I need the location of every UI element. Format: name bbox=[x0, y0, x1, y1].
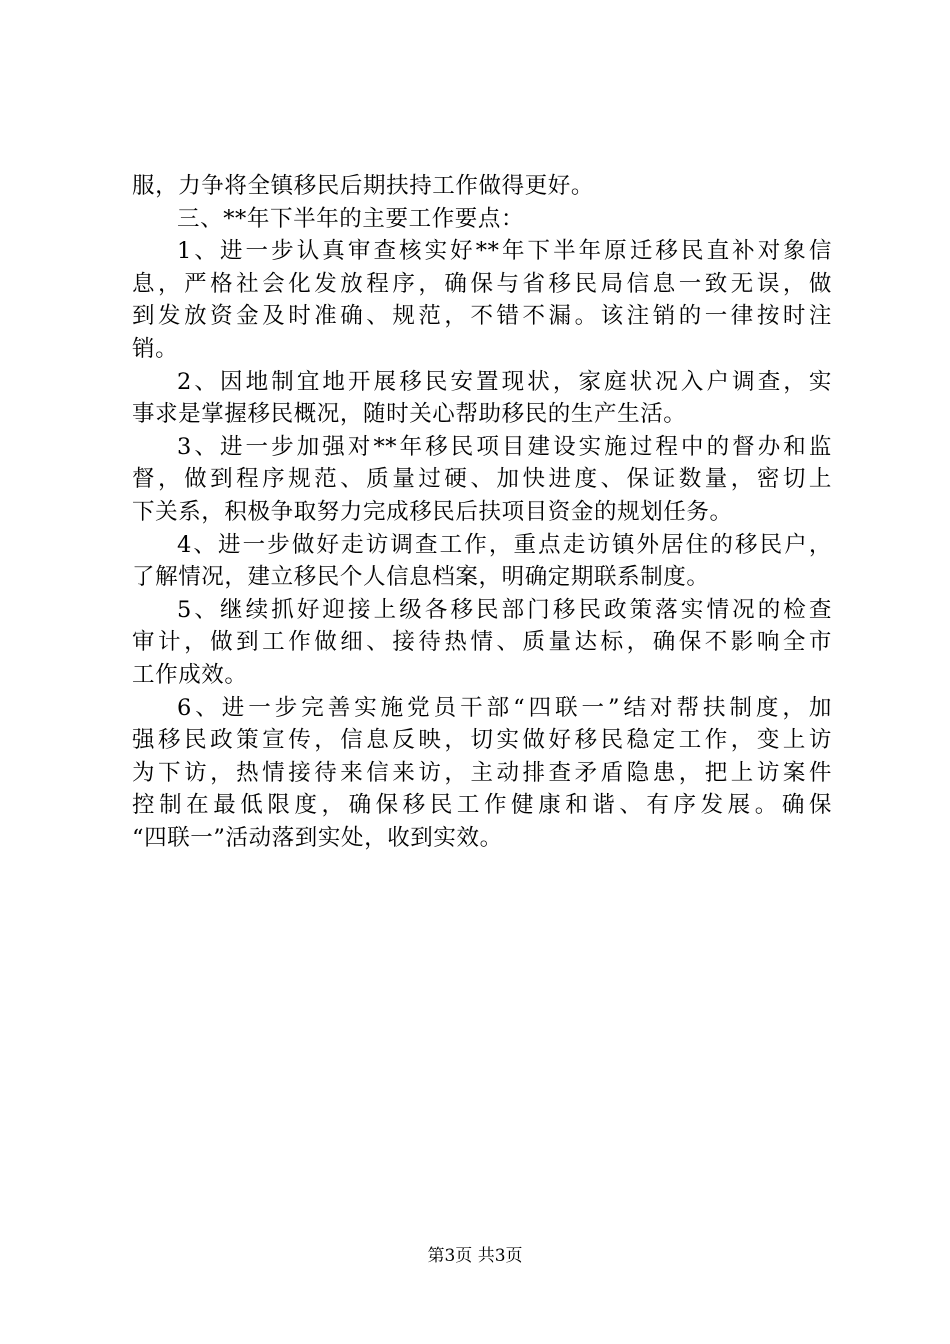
text-line: 5、继续抓好迎接上级各移民部门移民政策落实情况的检查 bbox=[177, 596, 832, 623]
text-line: 为下访，热情接待来信来访，主动排查矛盾隐患，把上访案件 bbox=[132, 759, 832, 786]
page-footer: 第3页 共3页 bbox=[427, 1246, 523, 1266]
text-line: 控制在最低限度，确保移民工作健康和谐、有序发展。确保 bbox=[132, 792, 832, 819]
text-line: 服，力争将全镇移民后期扶持工作做得更好。 bbox=[132, 173, 595, 199]
text-line: 强移民政策宣传，信息反映，切实做好移民稳定工作，变上访 bbox=[132, 727, 832, 754]
text-line: 2、因地制宜地开展移民安置现状，家庭状况入户调查，实 bbox=[177, 368, 832, 395]
text-line: 工作成效。 bbox=[132, 661, 248, 688]
text-line: 3、进一步加强对**年移民项目建设实施过程中的督办和监 bbox=[177, 433, 832, 460]
text-line: 1、进一步认真审查核实好**年下半年原迁移民直补对象信 bbox=[177, 238, 832, 265]
text-line: 审计，做到工作做细、接待热情、质量达标，确保不影响全市 bbox=[132, 629, 832, 656]
text-line: “四联一”活动落到实处，收到实效。 bbox=[132, 824, 503, 851]
text-line: 了解情况，建立移民个人信息档案，明确定期联系制度。 bbox=[132, 564, 710, 591]
text-line: 三、**年下半年的主要工作要点： bbox=[177, 205, 525, 232]
text-line: 下关系，积极争取努力完成移民后扶项目资金的规划任务。 bbox=[132, 498, 733, 525]
text-line: 4、进一步做好走访调查工作，重点走访镇外居住的移民户， bbox=[177, 531, 832, 558]
document-body bbox=[132, 170, 832, 854]
text-line: 销。 bbox=[132, 335, 179, 362]
text-line: 事求是掌握移民概况，随时关心帮助移民的生产生活。 bbox=[132, 401, 687, 428]
text-line: 督，做到程序规范、质量过硬、加快进度、保证数量，密切上 bbox=[132, 466, 832, 493]
text-line: 到发放资金及时准确、规范，不错不漏。该注销的一律按时注 bbox=[132, 303, 832, 330]
text-line: 6、进一步完善实施党员干部“四联一”结对帮扶制度，加 bbox=[177, 694, 832, 721]
text-line: 息，严格社会化发放程序，确保与省移民局信息一致无误，做 bbox=[132, 270, 832, 297]
